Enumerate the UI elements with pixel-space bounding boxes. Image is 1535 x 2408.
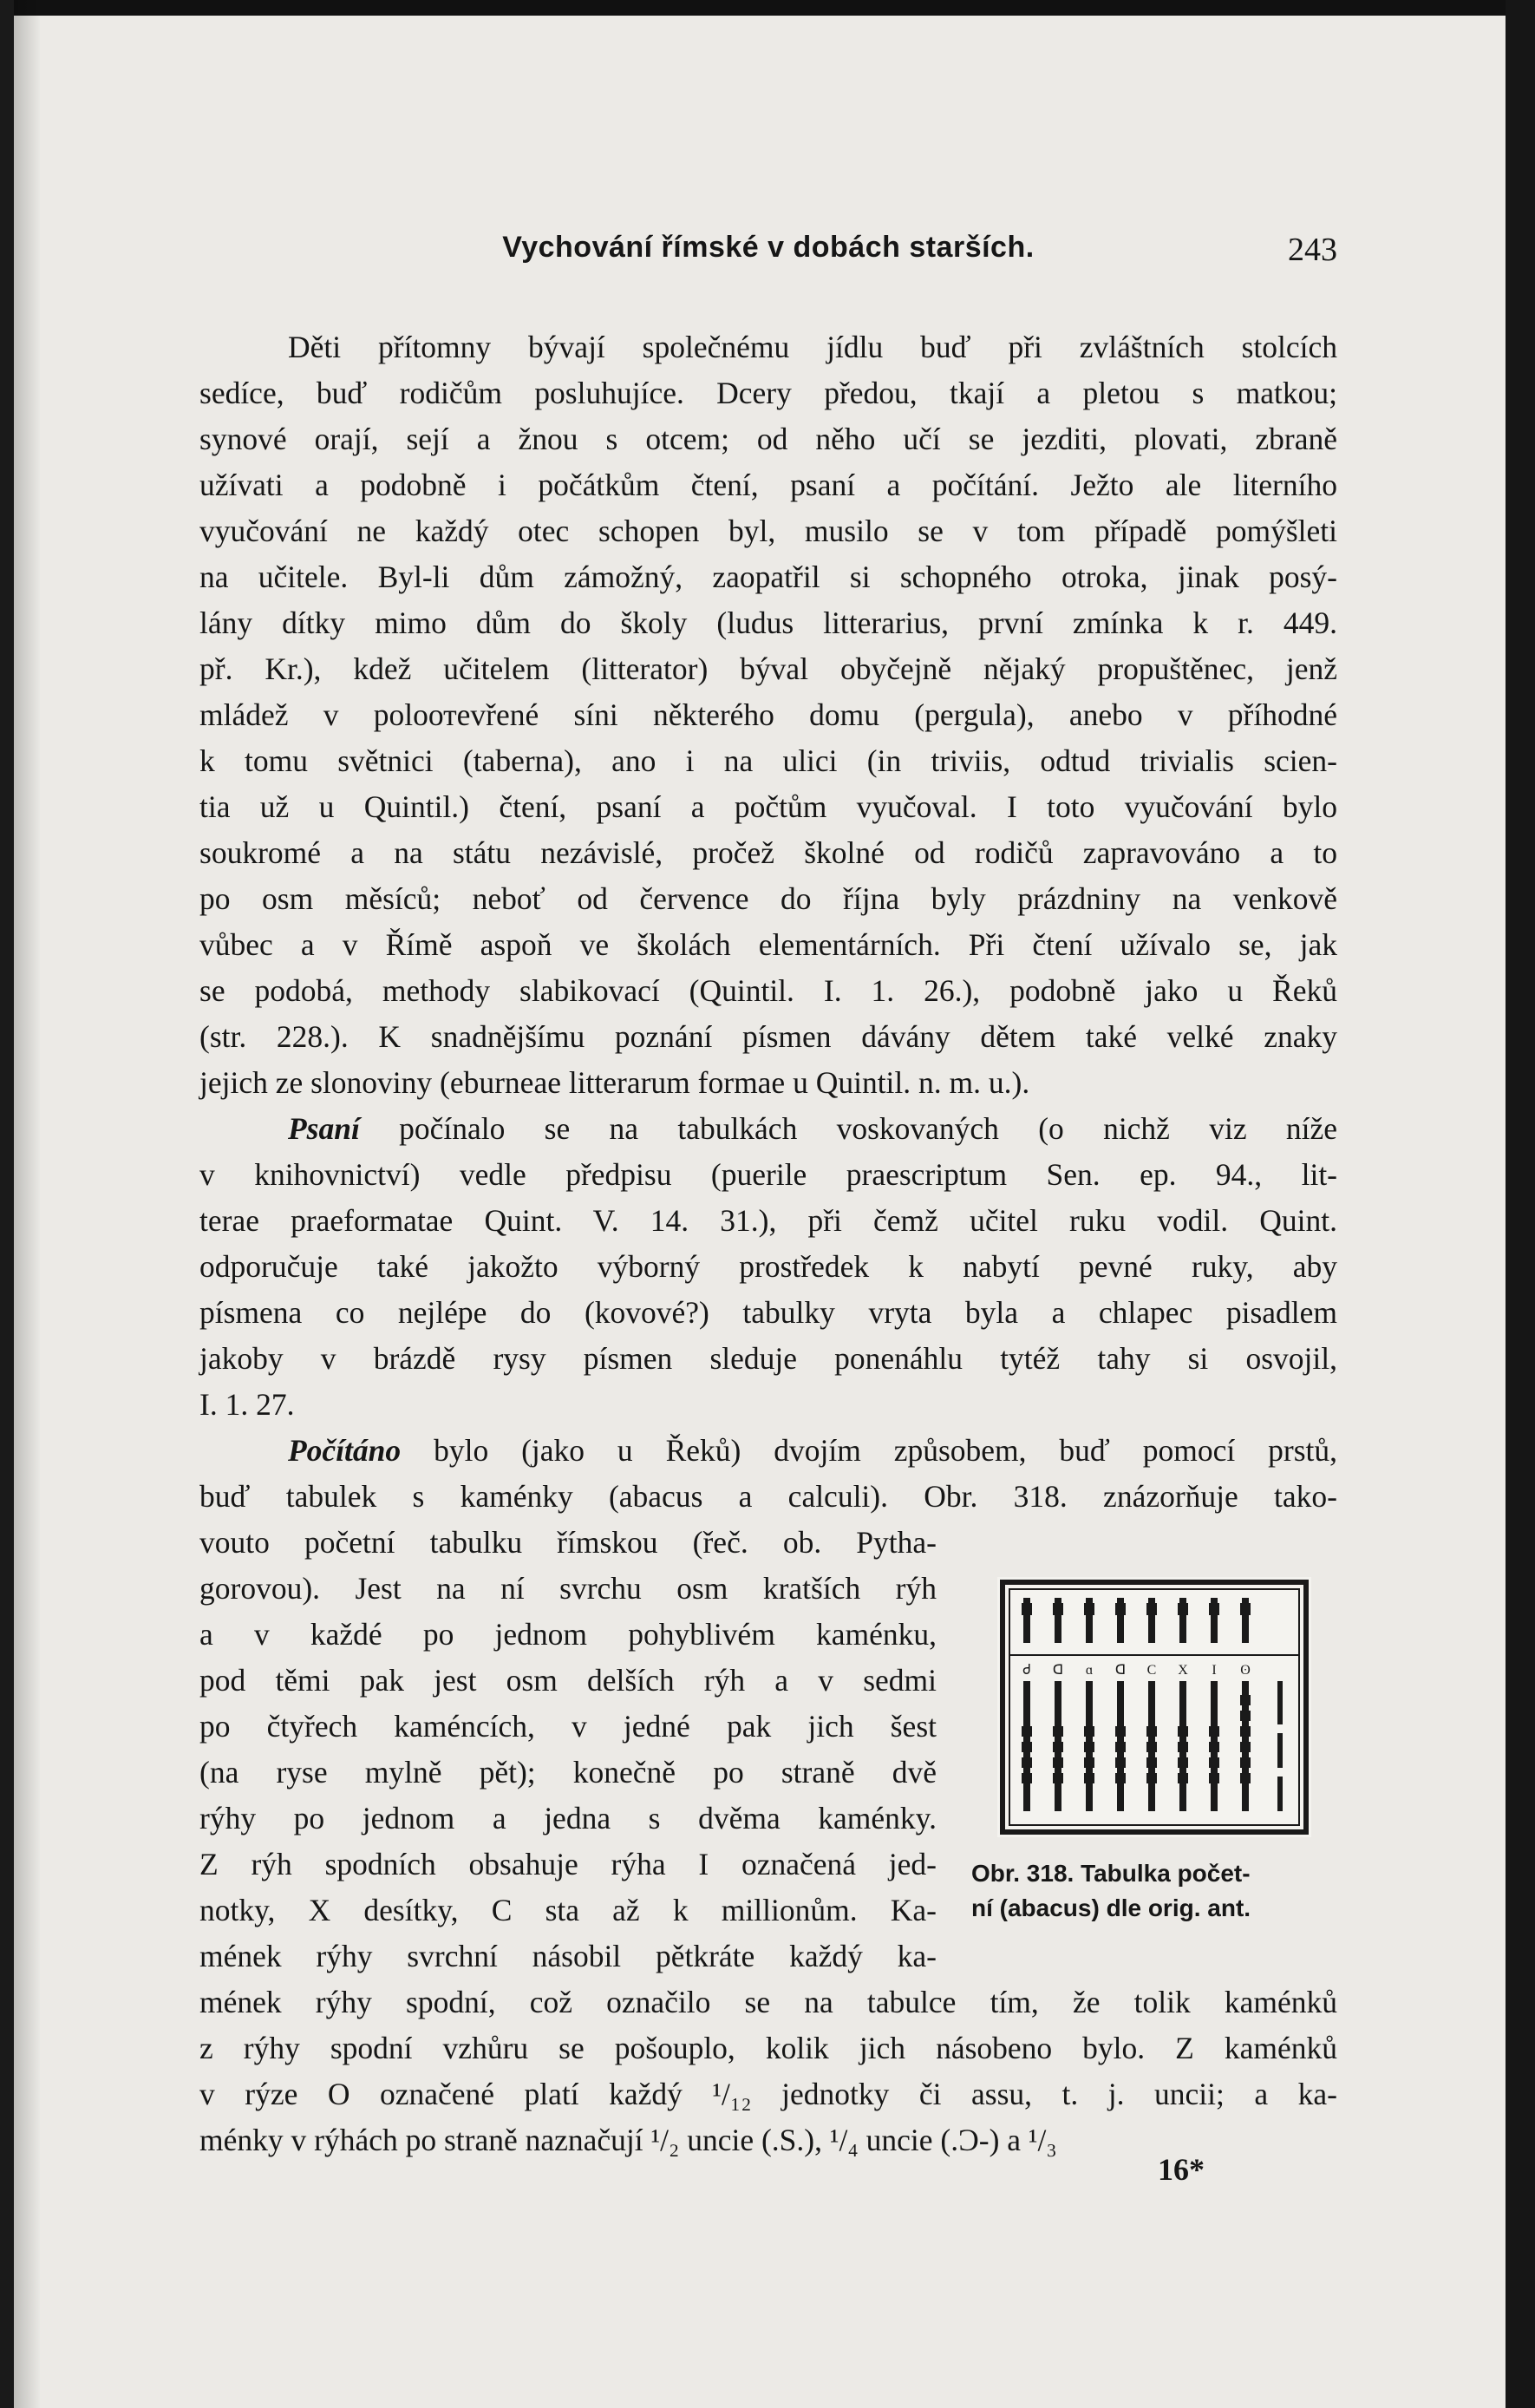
text-line: odporučuje také jakožto výborný prostředek k nabytí pevné ruky, aby [199, 1249, 1337, 1284]
text-line: notky, X desítky, C sta až k millionům. Ka- [199, 1893, 937, 1927]
lead-word: Psaní [288, 1111, 360, 1146]
pebble [1209, 1773, 1219, 1783]
pebble [1022, 1773, 1032, 1783]
spine-shadow [14, 0, 40, 2408]
column-label: C [1146, 1663, 1157, 1678]
figure-caption [971, 1856, 1346, 1926]
column-labels [1023, 1663, 1251, 1678]
pebble [1115, 1603, 1126, 1615]
line-text: počínalo se na tabulkách voskovaných (o nichž viz níže [399, 1111, 1338, 1146]
text-line: (na ryse mylně pět); konečně po straně dvě [199, 1755, 937, 1790]
text-line: terae praeformatae Quint. V. 14. 31.), při čemž učitel ruku vodil. Quint. [199, 1203, 1337, 1238]
pebble [1240, 1773, 1251, 1783]
text-line: z rýhy spodní vzhůru se pošouplo, kolik jich násobeno bylo. Z kaménků [199, 2031, 1337, 2065]
pebble [1209, 1603, 1219, 1615]
text-line: užívati a podobně i počátkům čtení, psaní a počítání. Ježto ale literního [199, 468, 1337, 502]
scan-border-right [1506, 0, 1535, 2408]
pebble [1115, 1757, 1126, 1768]
running-title: Vychování římské v dobách starších. [502, 231, 1035, 264]
lead-word: Počítáno [288, 1433, 402, 1468]
signature-mark: 16* [1158, 2152, 1205, 2187]
side-grooves [1277, 1681, 1283, 1811]
pebble [1084, 1773, 1094, 1783]
caption-line: ní (abacus) dle orig. ant. [971, 1894, 1251, 1921]
pebble [1240, 1711, 1251, 1721]
text-line: a v každé po jednom pohyblivém kaménku, [199, 1617, 937, 1652]
pebble [1240, 1695, 1251, 1705]
pebble [1084, 1603, 1094, 1615]
pebble [1146, 1757, 1157, 1768]
pebble [1022, 1757, 1032, 1768]
text-line: vouto početní tabulku římskou (řeč. ob. Pytha- [199, 1525, 937, 1560]
pebble [1053, 1773, 1063, 1783]
text-line: buď tabulek s kaménky (abacus a calculi). Obr. 318. znázorňuje tako- [199, 1479, 1337, 1514]
pebble [1084, 1726, 1094, 1737]
paragraph-1 [199, 324, 1337, 1106]
text-line: mének rýhy spodní, což označilo se na tabulce tím, že tolik kaménků [199, 1985, 1337, 2019]
page-header [199, 231, 1337, 276]
text-line: sedíce, buď rodičům posluhujíce. Dcery předou, tkají a pletou s matkou; [199, 376, 1337, 410]
upper-grooves [1022, 1598, 1251, 1643]
scan-border-top [0, 0, 1535, 16]
column-label: I [1212, 1663, 1217, 1678]
pebble [1209, 1726, 1219, 1737]
text-line: pod těmi pak jest osm delších rýh a v sedmi [199, 1663, 937, 1698]
text-line: rýhy po jednom a jedna s dvěma kaménky. [199, 1801, 937, 1835]
pebble [1053, 1742, 1063, 1752]
pebble [1178, 1726, 1188, 1737]
text-line: Děti přítomny bývají společnému jídlu buď při zvláštních stolcích [288, 330, 1337, 364]
pebble [1146, 1603, 1157, 1615]
pebble [1146, 1773, 1157, 1783]
text-line: v rýze O označené platí každý ¹/₁₂ jednotky či assu, t. j. uncii; a ka- [199, 2077, 1337, 2111]
text-line: jejich ze slonoviny (eburneae litterarum formae u Quintil. n. m. u.). [199, 1065, 1030, 1100]
line-text: bylo (jako u Řeků) dvojím způsobem, buď pomocí prstů, [434, 1433, 1338, 1468]
page-number: 243 [1288, 232, 1337, 268]
pebble [1053, 1757, 1063, 1768]
text-line: př. Kr.), kdež učitelem (litterator) býval obyčejně nějaký propuštěnec, jenž [199, 651, 1337, 686]
text-line: synové orají, sejí a žnou s otcem; od něho učí se jezditi, plovati, zbraně [199, 422, 1337, 456]
pebble [1084, 1742, 1094, 1752]
side-groove [1277, 1681, 1283, 1724]
text-line: I. 1. 27. [199, 1387, 295, 1422]
pebble [1053, 1603, 1063, 1615]
column-label: X [1178, 1663, 1188, 1678]
text-line: Z rýh spodních obsahuje rýha I označená jed- [199, 1847, 937, 1881]
pebble [1084, 1757, 1094, 1768]
text-line: vyučování ne každý otec schopen byl, musilo se v tom případě pomýšleti [199, 514, 1337, 548]
lower-grooves [1022, 1681, 1251, 1811]
column-label: ʘ [1240, 1663, 1251, 1678]
column-label: ɑ [1085, 1663, 1094, 1678]
pebble [1053, 1726, 1063, 1737]
text-line: gorovou). Jest na ní svrchu osm kratších rýh [199, 1571, 937, 1606]
pebble [1178, 1742, 1188, 1752]
text-line: po čtyřech kaméncích, v jedné pak jich šest [199, 1709, 937, 1744]
text-line: ménky v rýhách po straně naznačují ¹/₂ uncie (.S.), ¹/₄ uncie (.Ɔ-) a ¹/₃ [199, 2123, 1057, 2157]
scan-border-left [0, 0, 14, 2408]
text-line: na učitele. Byl-li dům zámožný, zaopatřil si schopného otroka, jinak posý- [199, 559, 1337, 594]
pebble [1146, 1726, 1157, 1737]
column-label: ᗡ [1114, 1663, 1127, 1678]
text-line [199, 1428, 1337, 1474]
text-line: k tomu světnici (taberna), ano i na ulici (in triviis, odtud trivialis scien- [199, 743, 1337, 778]
pebble [1178, 1603, 1188, 1615]
text-line: soukromé a na státu nezávislé, pročež školné od rodičů zapravováno a to [199, 835, 1337, 870]
paragraph-2 [199, 1106, 1337, 1428]
pebble [1178, 1757, 1188, 1768]
pebble [1115, 1773, 1126, 1783]
side-groove [1277, 1777, 1283, 1811]
pebble [1146, 1742, 1157, 1752]
abacus-figure [997, 1577, 1311, 1837]
pebble [1240, 1603, 1251, 1615]
pebble [1022, 1742, 1032, 1752]
pebble [1240, 1742, 1251, 1752]
pebble [1115, 1726, 1126, 1737]
text-line: mládež v poloотevřené síni některého domu (pergula), anebo v příhodné [199, 697, 1337, 732]
text-line: po osm měsíců; neboť od července do října byly prázdniny na venkově [199, 881, 1337, 916]
pebble [1022, 1726, 1032, 1737]
pebble [1178, 1773, 1188, 1783]
text-line: lány dítky mimo dům do školy (ludus litterarius, první zmínka k r. 449. [199, 605, 1337, 640]
text-line: jakoby v brázdě rysy písmen sleduje ponenáhlu tytéž tahy si osvojil, [199, 1341, 1337, 1376]
text-line: se podobá, methody slabikovací (Quintil. I. 1. 26.), podobně jako u Řeků [199, 973, 1337, 1008]
text-line: vůbec a v Římě aspoň ve školách elementárních. Při čtení užívalo se, jak [199, 927, 1337, 962]
text-line [199, 1106, 1337, 1152]
column-label: ᗡ [1052, 1663, 1064, 1678]
pebble [1240, 1757, 1251, 1768]
pebble [1209, 1757, 1219, 1768]
text-line: v knihovnictví) vedle předpisu (puerile praescriptum Sen. ep. 94., lit- [199, 1157, 1337, 1192]
pebble [1022, 1603, 1032, 1615]
column-label: Ꮷ [1022, 1663, 1031, 1678]
text-line: mének rýhy svrchní násobil pětkráte každý ka- [199, 1939, 937, 1973]
text-line: písmena co nejlépe do (kovové?) tabulky vryta byla a chlapec pisadlem [199, 1295, 1337, 1330]
pebble [1240, 1726, 1251, 1737]
text-line: tia už u Quintil.) čtení, psaní a počtům vyučoval. I toto vyučování bylo [199, 789, 1337, 824]
pebble [1209, 1742, 1219, 1752]
side-groove [1277, 1733, 1283, 1768]
pebble [1115, 1742, 1126, 1752]
caption-line: Obr. 318. Tabulka počet- [971, 1860, 1251, 1887]
text-line: (str. 228.). K snadnějšímu poznání písmen dávány dětem také velké znaky [199, 1019, 1337, 1054]
